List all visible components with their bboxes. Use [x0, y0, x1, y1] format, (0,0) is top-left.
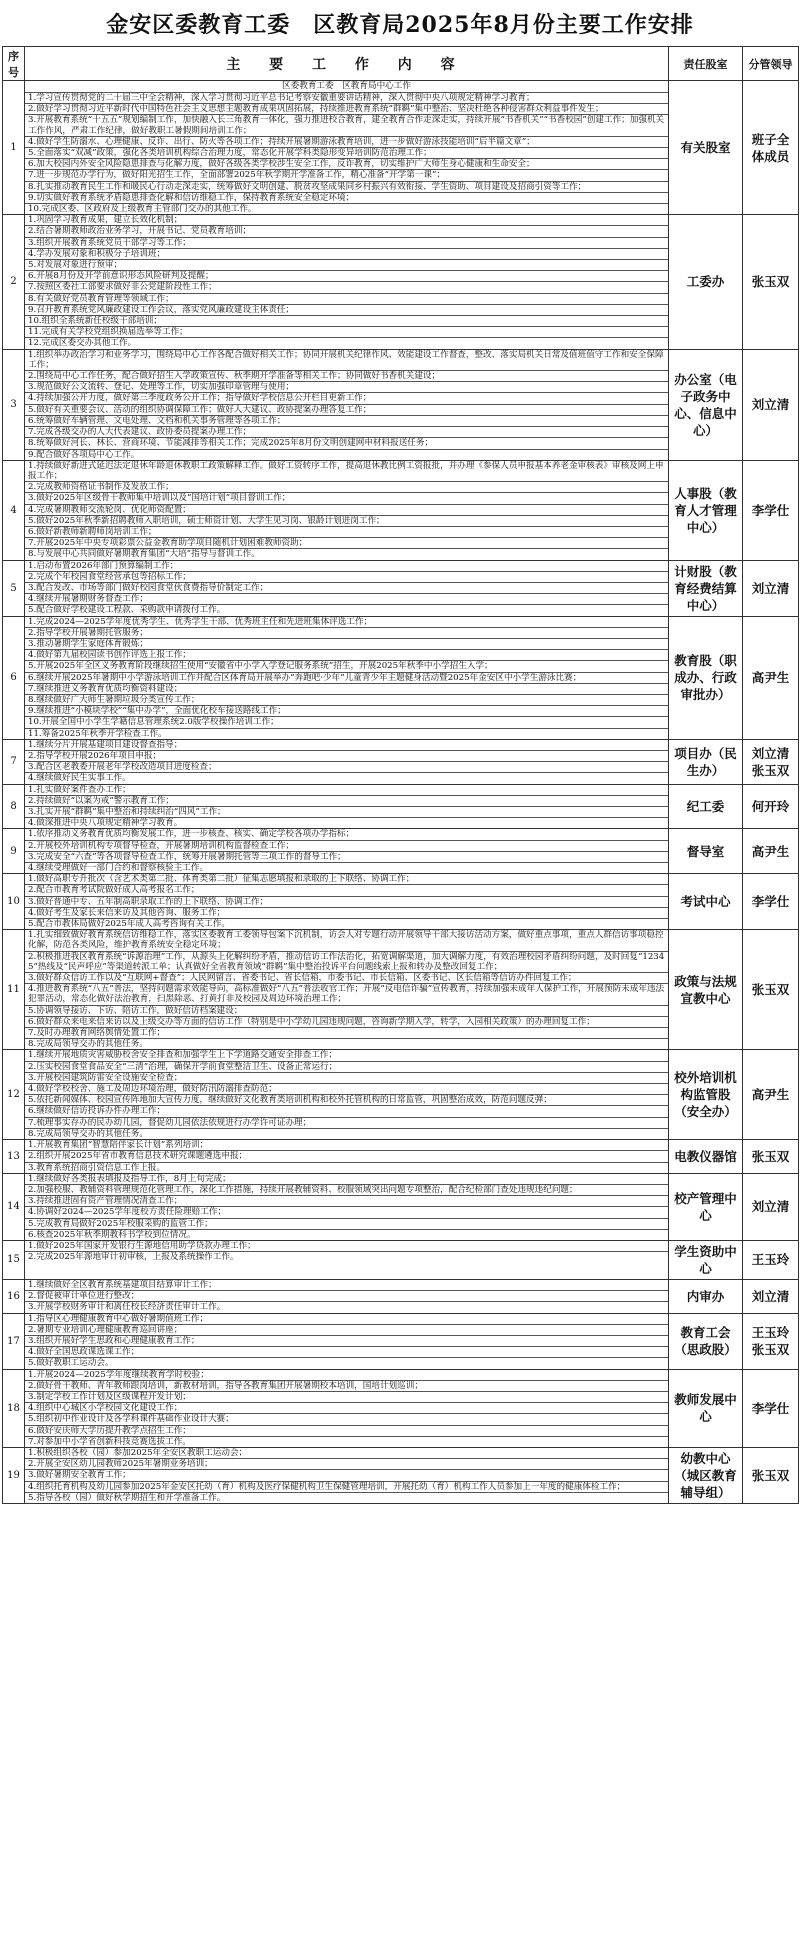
work-item: 8.与发展中心共同做好暑期教育集团“大培”指导与督训工作。	[28, 549, 260, 560]
work-item: 7.开展2025年中央专项彩票公益金教育助学项目随机计划困难教师资助；	[25, 538, 668, 549]
work-item: 1.巩固学习教育成果，建立长效化机制；	[25, 215, 668, 226]
work-item: 5.对发展对象进行预审；	[25, 260, 668, 271]
work-content	[25, 215, 669, 349]
work-item: 4.组织托育机构及幼儿园参加2025年金安区托幼（育）机构及医疗保健机构卫生保健管理培训，开展托幼（育）机构工作人员参加上一年度的健康体检工作；	[25, 1482, 668, 1493]
work-item: 5.指导各校（园）做好秋学期招生和开学准备工作。	[28, 1492, 226, 1503]
work-item: 3.完成安全“六查”等各项督导检查工作，统筹开展暑期托管等三项工作的督导工作；	[25, 852, 668, 863]
work-content	[25, 349, 669, 460]
row-number: 17	[3, 1313, 25, 1369]
row-number: 15	[3, 1240, 25, 1279]
work-item: 1.继续开展地质灾害威胁校舍安全排查和加强学生上下学道路交通安全排查工作；	[25, 1050, 668, 1061]
work-content	[25, 784, 669, 829]
responsible-dept: 内审办	[669, 1279, 743, 1313]
work-item: 9.召开教育系统党风廉政建设工作会议，落实党风廉政建设主体责任；	[25, 305, 668, 316]
header-dept: 责任股室	[669, 47, 743, 81]
work-content	[25, 81, 669, 215]
responsible-dept: 校产管理中心	[669, 1173, 743, 1240]
row-number: 5	[3, 560, 25, 616]
work-item: 7.梳理事实存办的民办幼儿园，督促幼儿园依法依规进行办学许可证办理；	[25, 1118, 668, 1129]
responsible-leader: 王玉玲	[743, 1240, 799, 1279]
work-item: 1.学习宣传贯彻党的二十届三中全会精神，深入学习贯彻习近平总书记考察安徽重要讲话精神，深入贯彻中央八项规定精神学习教育；	[25, 93, 668, 104]
work-item: 3.配合区老教委开展老年学校改造项目进度检查；	[25, 762, 668, 773]
work-item: 8.统筹做好河长、林长、营商环境、节能减排等相关工作；完成2025年8月份文明创建网申材料报送任务；	[25, 438, 668, 449]
work-item: 12.完成区委交办其他工作。	[28, 338, 137, 349]
work-item: 6.加大校园内外安全风险隐患排查与化解力度，做好各级各类学校涉生安全工作，反诈教育，切实维护广大师生身心健康和生命安全；	[25, 159, 668, 170]
row-number: 6	[3, 616, 25, 739]
work-item: 2.完成2025年源地审计初审核，上报及系统操作工作。	[28, 1252, 239, 1263]
work-item: 1.做好2025年国家开发银行生源地信用助学贷款办理工作；	[25, 1241, 668, 1252]
work-item: 2.指导学校开展2026年项目申报；	[25, 751, 668, 762]
work-item: 3.开展教育系统“十五五”规划编制工作，加快融入长三角教育一体化，强力推进校合教育，建全教育合作走深走实，持续开展“书香机关”“书香校园”创建工作；加强机关工作作风，严肃工作纪律，做好教职工暑假期间培训工作；	[25, 115, 668, 136]
responsible-leader: 何开玲	[743, 784, 799, 829]
work-item: 2.完成个年校园食堂经营承包等招标工作；	[25, 572, 668, 583]
work-item: 5.开展2025年全区义务教育阶段继续招生使用“安徽省中小学入学登记服务系统”招生，开展2025年秋季中小学招生入学；	[25, 661, 668, 672]
row-number: 8	[3, 784, 25, 829]
work-item: 4.持续加强公开力度，做好第三季度政务公开工作；指导做好学校信息公开栏目更新工作；	[25, 393, 668, 404]
work-item: 3.做好暑期安全教育工作；	[25, 1470, 668, 1481]
work-item: 1.积极组织各校（园）参加2025年全安区教职工运动会；	[25, 1448, 668, 1459]
responsible-dept: 教师发展中心	[669, 1369, 743, 1447]
work-item: 1.持续做好新进式延迟法定退休年龄退休教职工政策解释工作。做好工资转序工作，提高退休教比例工资报批，并办理《参保人员申报基本养老金审核表》审核及网上申报工作；	[25, 461, 668, 482]
header-content: 主 要 工 作 内 容	[25, 47, 669, 81]
content-subheading: 区委教育工委 区教育局中心工作	[25, 81, 668, 93]
header-lead: 分管领导	[743, 47, 799, 81]
row-number: 12	[3, 1050, 25, 1140]
work-item: 7.继续推进义务教育优质均衡资料建设；	[25, 684, 668, 695]
work-item: 4.继续开展暑期财务督查工作；	[25, 594, 668, 605]
work-content	[25, 930, 669, 1050]
work-item: 1.完成2024—2025学年度优秀学生、优秀学生干部、优秀班主任和先进班集体评选工作；	[25, 617, 668, 628]
work-item: 1.继续做好全区教育系统基建项目结算审计工作；	[25, 1280, 668, 1291]
work-item: 1.开展教育集团“智慧陪伴家长计划”系列培训；	[25, 1140, 668, 1151]
work-item: 1.启动布置2026年部门预算编制工作；	[25, 561, 668, 572]
work-item: 3.规范做好公文流转、登记、处理等工作，切实加强印章管理与使用；	[25, 382, 668, 393]
work-item: 3.做好群众信访工作以及“互联网+督查”；人民网留言、省委书记、省长信箱，市委书记、市长信箱、区委书记、区长信箱等信访办件回复工作；	[25, 973, 668, 984]
table-row	[3, 1050, 799, 1140]
header-seq: 序号	[3, 47, 25, 81]
table-row	[3, 829, 799, 874]
work-item: 1.继续做好各类报表填报及指导工作，8月上旬完成；	[25, 1174, 668, 1185]
work-content	[25, 460, 669, 560]
responsible-leader: 刘立清	[743, 560, 799, 616]
work-item: 6.开展8月份及开学前意识形态风险研判及提醒；	[25, 271, 668, 282]
work-item: 3.做好2025年区级骨干教师集中培训以及“国培计划”项目督训工作；	[25, 493, 668, 504]
work-item: 1.组织举办政治学习和业务学习，围绕局中心工作各配合做好相关工作；协同开展机关纪律作风、效能建设工作督查，整改、落实局机关日常及值班值守工作和安全保障工作；	[25, 350, 668, 371]
work-item: 9.配合做好各项局中心工作。	[28, 449, 140, 460]
work-item: 6.继续开展2025年暑期中小学游泳培训工作并配合区体育局开展举办“奔跑吧·少年”儿童青少年主题健身活动暨2025年金安区中小学生游泳比赛；	[25, 673, 668, 684]
work-item: 11.筹备2025年秋季开学检查工作。	[28, 728, 167, 739]
work-item: 4.继续受理做好一部门合约和督察核验主工作。	[28, 863, 209, 874]
work-item: 6.核查2025年秋季期教科书学校到位情况。	[28, 1229, 196, 1240]
work-item: 4.完成暑期教师交流轮岗、优化师资配置；	[25, 505, 668, 516]
work-item: 3.教育系统招商引资信息工作上报。	[28, 1162, 166, 1173]
work-item: 4.推进教育系统“八五”普法，坚持问题需求效能导向，高标准做好“八五”普法收官工作；开展“反电信诈骗”宣传教育，持续加强未成年人保护工作，开展预防未成年违法犯罪活动，常态化做好法治教育，扫黑除恶、打黄打非及校园及周边环境治理工作；	[25, 984, 668, 1005]
work-item: 1.扎实做好案件查办工作；	[25, 785, 668, 796]
work-item: 2.加强校服、教辅资料管理规范化管理工作，深化工作措施，持续开展教辅资料、校服领域突出问题专项整治，配合纪检部门查处违规违纪问题；	[25, 1185, 668, 1196]
responsible-leader: 班子全体成员	[743, 81, 799, 215]
row-number: 19	[3, 1447, 25, 1503]
table-row	[3, 739, 799, 784]
table-row	[3, 616, 799, 739]
responsible-leader: 王玉玲张玉双	[743, 1313, 799, 1369]
responsible-leader: 张玉双	[743, 1447, 799, 1503]
table-row	[3, 930, 799, 1050]
work-item: 5.做好有关重要会议、活动的组织协调保障工作；做好人大建议、政协提案办理答复工作；	[25, 405, 668, 416]
responsible-dept: 校外培训机构监管股（安全办）	[669, 1050, 743, 1140]
row-number: 2	[3, 215, 25, 349]
responsible-dept: 教育工会（思政股）	[669, 1313, 743, 1369]
work-item: 9.切实做好教育系统矛盾隐患排查化解和信访维稳工作，保持教育系统安全稳定环境；	[25, 193, 668, 204]
responsible-leader: 刘立清	[743, 1279, 799, 1313]
work-item: 6.统筹做好车辆管理、文电处理、文档和机关事务管理等各项工作；	[25, 416, 668, 427]
work-item: 2.压实校园食堂食品安全“三清”治理，确保开学前食堂整洁卫生、设备正常运行；	[25, 1062, 668, 1073]
work-content	[25, 874, 669, 930]
work-item: 2.积极推进我区教育系统“诉源治理”工作，从源头上化解纠纷矛盾，推动信访工作法治化，拓宽调解渠道，加大调解力度，有效治理校园矛盾纠纷问题，及时回复“12345”热线及“民声呼应”等渠道转派工单；认真做好全省教育领域“群羁”集中整治投诉平台问题线索上报和转办及整改回复工作；	[25, 952, 668, 973]
responsible-dept: 有关股室	[669, 81, 743, 215]
row-number: 13	[3, 1140, 25, 1174]
work-item: 2.结合暑期教师政治业务学习，开展书记、党员教育培训；	[25, 226, 668, 237]
responsible-dept: 考试中心	[669, 874, 743, 930]
row-number: 11	[3, 930, 25, 1050]
work-item: 3.开展校园建筑防雷安全设施安全检查；	[25, 1073, 668, 1084]
responsible-leader: 刘立清张玉双	[743, 739, 799, 784]
work-item: 8.继续做好广大师生暑期垃圾分类宣传工作；	[25, 695, 668, 706]
responsible-leader: 张玉双	[743, 215, 799, 349]
work-item: 7.进一步规范办学行为，做好阳光招生工作，全面部署2025年秋学期开学准备工作，精心准备“开学第一课”；	[25, 170, 668, 181]
responsible-dept: 工委办	[669, 215, 743, 349]
work-content	[25, 1050, 669, 1140]
work-item: 6.做好安庆师大学历提升教学点招生工作；	[25, 1426, 668, 1437]
table-row	[3, 215, 799, 349]
work-item: 5.配合做好学校建设工程款、采购款申请拨付工作。	[28, 605, 226, 616]
work-item: 2.持续做好“以案为戒”警示教育工作；	[25, 796, 668, 807]
work-item: 4.学办发展对象和积极分子培训班；	[25, 249, 668, 260]
work-item: 4.组织中心城区小学校园文化建设工作；	[25, 1403, 668, 1414]
work-content	[25, 1313, 669, 1369]
work-item: 3.做好普通中专、五年制高职录取工作的上下联络、协调工作；	[25, 897, 668, 908]
work-item: 1.开展2024—2025学年度继续教育学时校验；	[25, 1370, 668, 1381]
responsible-leader: 刘立清	[743, 349, 799, 460]
work-item: 5.组织初中作业设计及各学科课件基础作业设计大赛；	[25, 1414, 668, 1425]
work-item: 4.协调好2024—2025学年度校方责任险理赔工作；	[25, 1207, 668, 1218]
responsible-dept: 督导室	[669, 829, 743, 874]
work-item: 3.推动暑期学生家庭体育锻炼；	[25, 639, 668, 650]
work-item: 2.做好骨干教师、青年教师跟岗培训，新教材培训，指导各教育集团开展暑期校本培训，国培计划巡训；	[25, 1381, 668, 1392]
work-item: 10.开展全国中小学生学籍信息管理系统2.0版学校操作培训工作；	[25, 717, 668, 728]
work-content	[25, 1140, 669, 1174]
work-item: 8.有关做好党员教育管理等领域工作；	[25, 294, 668, 305]
responsible-leader: 张玉双	[743, 930, 799, 1050]
row-number: 10	[3, 874, 25, 930]
work-item: 2.开展校外培训机构专项督导检查，开展暑期培训机构监督检查工作；	[25, 841, 668, 852]
work-content	[25, 1173, 669, 1240]
work-item: 7.对参加中小学省创新科技竞赛选拔工作。	[28, 1436, 191, 1447]
table-row	[3, 349, 799, 460]
work-item: 6.继续做好信访投诉办件办理工作；	[25, 1106, 668, 1117]
work-item: 2.督促被审计单位进行整改；	[25, 1291, 668, 1302]
table-row	[3, 784, 799, 829]
row-number: 1	[3, 81, 25, 215]
work-item: 10.组织全系统新任校级干部培训；	[25, 316, 668, 327]
work-item: 8.完成局领导交办的其他任务。	[28, 1039, 148, 1050]
responsible-dept: 学生资助中心	[669, 1240, 743, 1279]
work-content	[25, 616, 669, 739]
work-item: 5.做好2025年秋季新招聘教师入职培训，硕士师资计划、大学生见习岗、银龄计划进岗工作；	[25, 516, 668, 527]
work-item: 8.扎实推动教育民生工作和暖民心行动走深走实，统筹做好文明创建、脱贫攻坚成果同乡村振兴有效衔接、学生资助、项目建设及招商引资等工作；	[25, 182, 668, 193]
work-item: 5.做好教职工运动会。	[28, 1358, 114, 1369]
work-item: 5.协调领导接访、下访、陪访工作，做好信访档案建设；	[25, 1006, 668, 1017]
work-item: 2.组织开展2025年省市教育信息技术研究课题遴选申报；	[25, 1151, 668, 1162]
work-item: 8.完成局领导交办的其他任务。	[28, 1128, 148, 1139]
work-item: 10.完成区委、区政府及上级教育主管部门交办的其他工作。	[28, 204, 257, 215]
row-number: 14	[3, 1173, 25, 1240]
work-plan-table	[2, 46, 799, 1504]
table-row	[3, 460, 799, 560]
work-item: 1.依序推动义务教育优质均衡发展工作，进一步核查、核实、确定学校各项办学指标；	[25, 829, 668, 840]
responsible-dept: 电教仪器馆	[669, 1140, 743, 1174]
responsible-leader: 李学仕	[743, 874, 799, 930]
work-item: 4.做好学校校舍、施工及周边环境治理，做好防汛防溺排查防范；	[25, 1084, 668, 1095]
row-number: 3	[3, 349, 25, 460]
work-item: 5.完成教育局做好2025年校服采购的监管工作；	[25, 1219, 668, 1230]
work-item: 2.配合市教育考试院做好成人高考报名工作；	[25, 885, 668, 896]
table-row	[3, 1173, 799, 1240]
work-item: 1.指导区心理健康教育中心做好暑期值班工作；	[25, 1314, 668, 1325]
work-item: 2.完成教师资格证书制作及发放工作；	[25, 482, 668, 493]
work-content	[25, 1369, 669, 1447]
work-item: 2.做好学习贯彻习近平新时代中国特色社会主义思想主题教育成果巩固拓展，持续推进教育系统“群羁”集中整治、坚决杜绝各种侵害群众利益事件发生；	[25, 104, 668, 115]
responsible-leader: 李学仕	[743, 1369, 799, 1447]
table-row	[3, 1313, 799, 1369]
table-row	[3, 874, 799, 930]
work-item: 4.做好学生防溺水、心理健康、反诈、出行、防火等各项工作；持续开展暑期游泳教育培训，进一步做好游泳技能培训“后半篇文章”；	[25, 137, 668, 148]
work-item: 4.继续做好民生实事工作。	[28, 773, 131, 784]
table-row	[3, 560, 799, 616]
work-item: 9.继续推进“小模块学校”“集中办学”，全面优化校车接送路线工作；	[25, 706, 668, 717]
table-row	[3, 1369, 799, 1447]
responsible-leader: 高尹生	[743, 616, 799, 739]
table-row	[3, 1140, 799, 1174]
responsible-dept: 纪工委	[669, 784, 743, 829]
row-number: 7	[3, 739, 25, 784]
responsible-dept: 办公室（电子政务中心、信息中心）	[669, 349, 743, 460]
responsible-leader: 高尹生	[743, 829, 799, 874]
responsible-leader: 李学仕	[743, 460, 799, 560]
responsible-dept: 幼教中心（城区教育辅导组）	[669, 1447, 743, 1503]
work-item: 7.按照区委社工部要求做好非公党建阶段性工作；	[25, 282, 668, 293]
work-item: 6.做好群众来电来信来访以及上级交办等方面的信访工作（特别是中小学幼儿园违规问题，咨询新学期入学，转学，入园相关政策）的办理回复工作；	[25, 1017, 668, 1028]
work-item: 2.开展全安区幼儿园教师2025年暑期业务培训；	[25, 1459, 668, 1470]
table-row	[3, 1447, 799, 1503]
work-item: 1.做好高职专升批次（含艺术类第二批、体育类第二批）征集志愿填报和录取的上下联络、协调工作；	[25, 874, 668, 885]
work-item: 2.指导学校开展暑期托管服务；	[25, 628, 668, 639]
work-content	[25, 1447, 669, 1503]
responsible-dept: 教育股（职成办、行政审批办）	[669, 616, 743, 739]
work-item: 4.做深推进中央八项规定精神学习教育。	[28, 818, 183, 829]
work-item: 6.做好新教师新聘师岗培训工作；	[25, 527, 668, 538]
work-item: 3.组织开展好学生思政和心理健康教育工作；	[25, 1336, 668, 1347]
work-item: 2.暑期专业培训心理健康教育巡回讲座；	[25, 1325, 668, 1336]
work-item: 4.做好全国思政课选课工作；	[25, 1347, 668, 1358]
table-header-row	[3, 47, 799, 81]
work-content	[25, 1279, 669, 1313]
responsible-leader: 刘立清	[743, 1173, 799, 1240]
row-number: 9	[3, 829, 25, 874]
work-item: 11.完成有关学校党组织换届选举等工作；	[25, 327, 668, 338]
work-item: 3.制定学校工作计划及区级课程开发计划；	[25, 1392, 668, 1403]
work-item: 4.做好考生及家长来信来访及其他咨询、服务工作；	[25, 908, 668, 919]
work-item: 7.及时办理教育网络舆情处置工作；	[25, 1028, 668, 1039]
work-content	[25, 829, 669, 874]
work-item: 5.依托新闻媒体、校园宣传阵地加大宣传力度，继续做好文化教育类培训机构和校外托管机构的日常监管，巩固整治成效，防范问题反弹；	[25, 1095, 668, 1106]
responsible-dept: 政策与法规宣教中心	[669, 930, 743, 1050]
responsible-leader: 张玉双	[743, 1140, 799, 1174]
work-item: 3.持续推进固有资产管理情况清查工作；	[25, 1196, 668, 1207]
row-number: 18	[3, 1369, 25, 1447]
row-number: 4	[3, 460, 25, 560]
work-item: 3.开展学校财务审计和离任校长经济责任审计工作。	[28, 1302, 226, 1313]
row-number: 16	[3, 1279, 25, 1313]
responsible-leader: 高尹生	[743, 1050, 799, 1140]
work-item: 5.配合市教体局做好2025年成人高考咨询有关工作。	[28, 919, 230, 930]
page-title: 金安区委教育工委 区教育局2025年8月份主要工作安排	[106, 12, 694, 38]
work-item: 3.扎实开展“群羁”集中整治和持续纠治“四风”工作；	[25, 807, 668, 818]
table-row	[3, 1279, 799, 1313]
table-body	[3, 81, 799, 1504]
work-item: 2.围绕局中心工作任务，配合做好招生入学政策宣传、秋季期开学准备等相关工作；协同做好书香机关建设；	[25, 371, 668, 382]
work-content	[25, 560, 669, 616]
work-item: 1.扎实细致做好教育系统信访维稳工作，落实区委教育工委领导包案下沉机制，访会人对专题行动开展领导干部大接访活动方案，做好重点事项，重点人群信访事项稳控化解，防范各类风险，维护教育系统安全稳定环境；	[25, 930, 668, 951]
table-row	[3, 1240, 799, 1279]
responsible-dept: 项目办（民生办）	[669, 739, 743, 784]
responsible-dept: 人事股（教育人才管理中心）	[669, 460, 743, 560]
table-row	[3, 81, 799, 215]
work-item: 1.继续分片开展基建项目建设督查指导；	[25, 740, 668, 751]
work-content	[25, 1240, 669, 1279]
work-item: 3.配合发改、市场等部门做好校园食堂伙食费指导价制定工作；	[25, 583, 668, 594]
work-item: 3.组织开展教育系统党员干部学习等工作；	[25, 238, 668, 249]
work-item: 7.完成各级交办的人大代表建议、政协委员提案办理工作；	[25, 427, 668, 438]
work-item: 4.做好第九届校园读书创作评选上报工作；	[25, 650, 668, 661]
responsible-dept: 计财股（教育经费结算中心）	[669, 560, 743, 616]
work-item: 5.全面落实“双减”政策，强化各类培训机构综合治理力度，常态化开展学科类隐形变异培训防范治理工作；	[25, 148, 668, 159]
work-content	[25, 739, 669, 784]
